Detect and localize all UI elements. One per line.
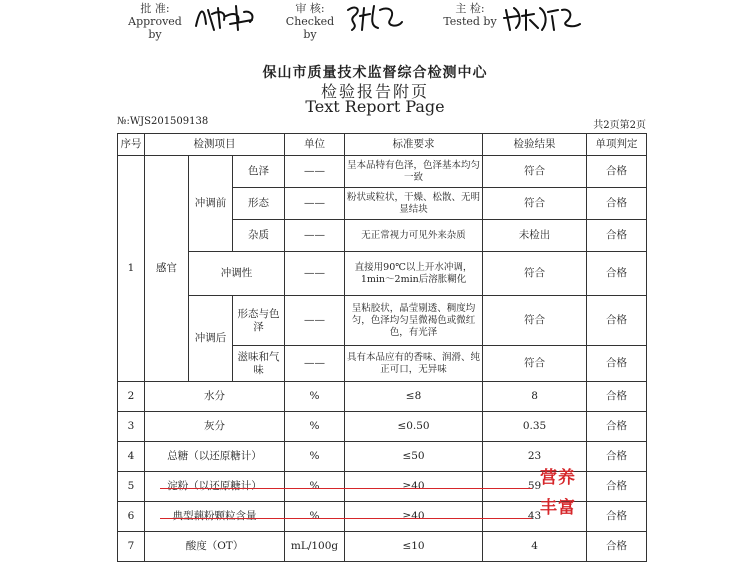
standard-cell: 呈本品特有色泽，色泽基本均匀一致 <box>345 156 483 188</box>
org-name: 保山市质量技术监督综合检测中心 <box>262 65 488 81</box>
judge-cell: 合格 <box>587 156 647 188</box>
standard-cell: 具有本品应有的香味、润滑、纯正可口，无异味 <box>345 346 483 382</box>
unit-cell: —— <box>285 346 345 382</box>
judge-cell: 合格 <box>587 532 647 562</box>
standard-cell: ≤0.50 <box>345 412 483 442</box>
row-no: 2 <box>118 382 145 412</box>
report-title-en: Text Report Page <box>305 97 445 116</box>
standard-cell: ≥40 <box>345 502 483 532</box>
row-no: 5 <box>118 472 145 502</box>
row-no: 4 <box>118 442 145 472</box>
header-standard: 标准要求 <box>345 134 483 156</box>
unit-cell: —— <box>285 220 345 252</box>
row-no: 3 <box>118 412 145 442</box>
header-unit: 单位 <box>285 134 345 156</box>
header-item: 检测项目 <box>145 134 285 156</box>
checked-by-label: 审 核: Checked by <box>285 2 335 41</box>
header-judge: 单项判定 <box>587 134 647 156</box>
result-cell: 4 <box>483 532 587 562</box>
row-no: 6 <box>118 502 145 532</box>
item-cell: 水分 <box>145 382 285 412</box>
standard-cell: ≥40 <box>345 472 483 502</box>
result-cell: 符合 <box>483 188 587 220</box>
unit-cell: —— <box>285 296 345 346</box>
header-no: 序号 <box>118 134 145 156</box>
header-result: 检验结果 <box>483 134 587 156</box>
row-no: 1 <box>118 156 145 382</box>
highlight-underline-lotus <box>160 518 532 519</box>
judge-cell: 合格 <box>587 442 647 472</box>
judge-cell: 合格 <box>587 412 647 442</box>
unit-cell: % <box>285 442 345 472</box>
report-number: №:WJS201509138 <box>117 116 209 127</box>
result-cell: 符合 <box>483 156 587 188</box>
before-mixing-cell: 冲调前 <box>189 156 233 252</box>
judge-cell: 合格 <box>587 220 647 252</box>
unit-cell: % <box>285 502 345 532</box>
page-info: 共2页第2页 <box>593 120 646 131</box>
judge-cell: 合格 <box>587 252 647 296</box>
standard-cell: ≤8 <box>345 382 483 412</box>
unit-cell: % <box>285 382 345 412</box>
unit-cell: % <box>285 412 345 442</box>
result-cell: 未检出 <box>483 220 587 252</box>
unit-cell: —— <box>285 188 345 220</box>
result-cell: 8 <box>483 382 587 412</box>
judge-cell: 合格 <box>587 472 647 502</box>
table-row <box>118 296 647 346</box>
item-cell: 总糖（以还原糖计） <box>145 442 285 472</box>
table-row <box>118 412 647 442</box>
annotation-rich: 丰富 <box>540 498 576 518</box>
checker-signature <box>340 0 410 34</box>
approver-signature <box>190 0 270 34</box>
standard-cell: ≤50 <box>345 442 483 472</box>
judge-cell: 合格 <box>587 296 647 346</box>
table-row <box>118 252 647 296</box>
after-mixing-cell: 冲调后 <box>189 296 233 382</box>
result-cell: 符合 <box>483 252 587 296</box>
approved-by-label: 批 准: Approved by <box>128 2 182 41</box>
item-cell: 酸度（OT） <box>145 532 285 562</box>
standard-cell: 粉状或粒状，干燥、松散、无明显结块 <box>345 188 483 220</box>
highlight-underline-starch <box>160 488 532 489</box>
judge-cell: 合格 <box>587 188 647 220</box>
sub-item: 杂质 <box>233 220 285 252</box>
table-header-row <box>118 134 647 156</box>
result-cell: 0.35 <box>483 412 587 442</box>
tester-signature <box>500 2 590 34</box>
report-title-cn: 检验报告附页 <box>320 82 429 101</box>
table-row <box>118 156 647 188</box>
result-cell: 23 <box>483 442 587 472</box>
standard-cell: 直接用90℃以上开水冲调，1min～2min后溶胀糊化 <box>345 252 483 296</box>
table-row <box>118 382 647 412</box>
unit-cell: mL/100g <box>285 532 345 562</box>
item-cell: 典型藕粉颗粒含量 <box>145 502 285 532</box>
tested-by-label: 主 检: Tested by <box>443 2 497 28</box>
sub-item: 色泽 <box>233 156 285 188</box>
unit-cell: —— <box>285 252 345 296</box>
sub-item: 形态与色泽 <box>233 296 285 346</box>
result-cell: 43 <box>483 502 587 532</box>
result-cell: 符合 <box>483 346 587 382</box>
sub-item: 滋味和气味 <box>233 346 285 382</box>
annotation-nutrition: 营养 <box>540 468 576 488</box>
judge-cell: 合格 <box>587 382 647 412</box>
standard-cell: ≤10 <box>345 532 483 562</box>
result-cell: 符合 <box>483 296 587 346</box>
table-row <box>118 532 647 562</box>
unit-cell: —— <box>285 156 345 188</box>
standard-cell: 无正常视力可见外来杂质 <box>345 220 483 252</box>
solubility-cell: 冲调性 <box>189 252 285 296</box>
category-cell: 感官 <box>145 156 189 382</box>
result-cell: 59 <box>483 472 587 502</box>
item-cell: 灰分 <box>145 412 285 442</box>
row-no: 7 <box>118 532 145 562</box>
item-cell: 淀粉（以还原糖计） <box>145 472 285 502</box>
standard-cell: 呈粘胶状，晶莹剔透、稠度均匀，色泽均匀呈微褐色或微红色，有光泽 <box>345 296 483 346</box>
judge-cell: 合格 <box>587 502 647 532</box>
sub-item: 形态 <box>233 188 285 220</box>
judge-cell: 合格 <box>587 346 647 382</box>
unit-cell: % <box>285 472 345 502</box>
